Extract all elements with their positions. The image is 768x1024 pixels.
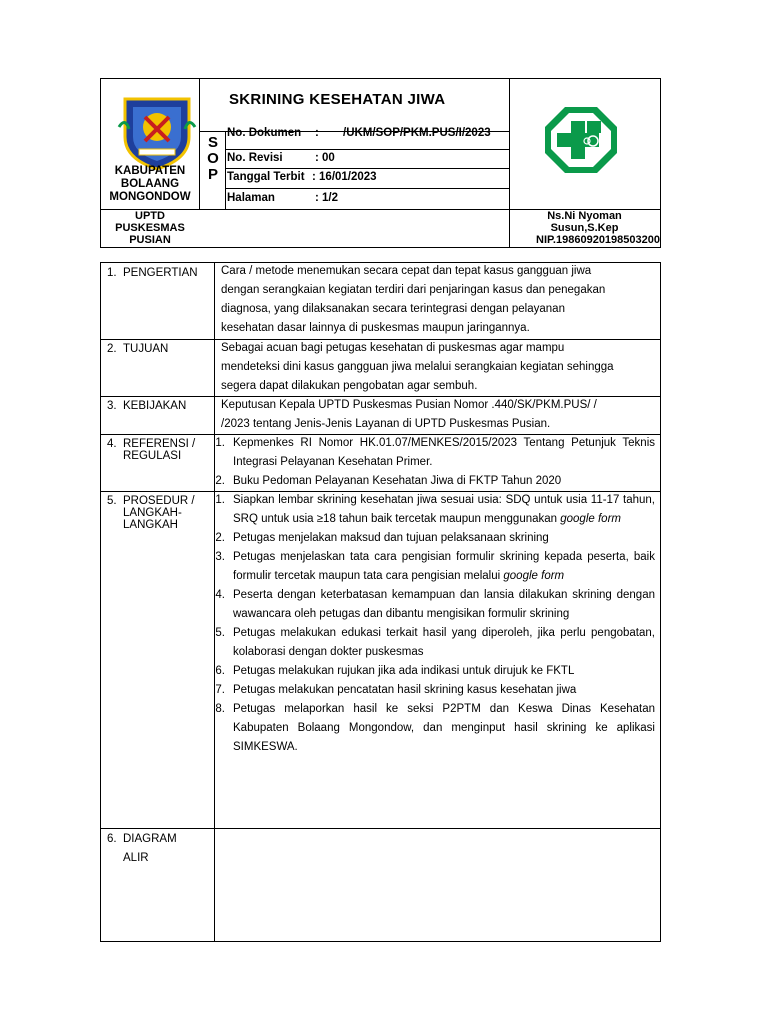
section-label-kebijakan — [107, 400, 213, 412]
header-divider — [225, 149, 509, 150]
list-text-italic: google form — [560, 513, 621, 525]
unit-line: PUSKESMAS — [115, 222, 185, 234]
sop-letter: P — [207, 166, 218, 183]
header-divider — [225, 168, 509, 169]
section-label-prosedur — [107, 495, 213, 531]
list-number: 1. — [215, 494, 225, 506]
text-line: Keputusan Kepala UPTD Puskesmas Pusian Nomor .440/SK/PKM.PUS/ / — [221, 399, 597, 411]
list-text-italic: google form — [503, 570, 565, 582]
kabupaten-line: BOLAANG — [120, 178, 180, 190]
kabupaten-line: KABUPATEN — [114, 165, 186, 177]
list-item — [207, 624, 655, 662]
meta-label: Halaman — [227, 192, 275, 204]
list-number: 7. — [215, 684, 225, 696]
section-number: 4. — [107, 438, 117, 450]
list-number: 2. — [215, 475, 225, 487]
text-line: Sebagai acuan bagi petugas kesehatan di puskesmas agar mampu — [221, 342, 565, 354]
section-title: REFERENSI / — [123, 438, 196, 450]
list-text: Siapkan lembar skrining kesehatan jiwa sesuai usia: SDQ untuk usia 11-17 tahun, SRQ untuk usia ≥18 tahun baik tercetak maupun menggunakan — [233, 494, 655, 525]
text-line: segera dapat dilakukan pengobatan agar sembuh. — [221, 380, 478, 392]
text-line: diagnosa, yang dilaksanakan secara terintegrasi dengan pelayanan — [221, 303, 565, 315]
text-line: kesehatan dasar lainnya di puskesmas maupun jaringannya. — [221, 322, 530, 334]
meta-value: : 1/2 — [315, 192, 339, 204]
kabupaten-name — [101, 165, 199, 204]
section-text-tujuan — [221, 339, 655, 396]
section-text-pengertian — [221, 262, 655, 338]
list-number: 6. — [215, 665, 225, 677]
list-item — [207, 681, 655, 700]
puskesmas-logo-icon — [543, 105, 619, 175]
list-text: Petugas melakukan pencatatan hasil skrining kasus kesehatan jiwa — [233, 684, 577, 696]
meta-label: No. Dokumen — [227, 127, 302, 139]
section-title: TUJUAN — [123, 343, 169, 355]
section-title: LANGKAH- — [123, 507, 182, 519]
list-item — [207, 491, 655, 529]
list-number: 4. — [215, 589, 225, 601]
list-item — [207, 586, 655, 624]
list-text: Petugas menjelaskan tata cara pengisian formulir skrining kepada peserta, baik formulir tercetak maupun tata cara pengisian melalui — [233, 551, 655, 582]
meta-value: /UKM/SOP/PKM.PUS/I/2023 — [343, 127, 491, 139]
list-number: 2. — [215, 532, 225, 544]
text-line: Cara / metode menemukan secara cepat dan tepat kasus gangguan jiwa — [221, 265, 592, 277]
meta-value: : 16/01/2023 — [312, 171, 377, 183]
list-text: Buku Pedoman Pelayanan Kesehatan Jiwa di FKTP Tahun 2020 — [233, 475, 562, 487]
list-item — [207, 700, 655, 757]
meta-label: No. Revisi — [227, 152, 283, 164]
header-divider — [225, 188, 509, 189]
sop-letter: S — [207, 134, 218, 151]
section-title: REGULASI — [123, 450, 182, 462]
list-number: 5. — [215, 627, 225, 639]
signatory-name: Susun,S.Kep — [550, 222, 619, 234]
list-text: Petugas melakukan rujukan jika ada indikasi untuk dirujuk ke FKTL — [233, 665, 575, 677]
header-divider — [199, 79, 200, 209]
section-number: 3. — [107, 400, 117, 412]
signatory-nip: NIP.19860920198503200 — [536, 234, 660, 246]
list-number: 8. — [215, 703, 225, 715]
sop-letter: O — [207, 150, 219, 167]
section-title: KEBIJAKAN — [123, 400, 187, 412]
kabupaten-line: MONGONDOW — [109, 191, 191, 203]
section-list-referensi — [207, 434, 655, 491]
meta-value: : 00 — [315, 152, 335, 164]
list-item — [207, 548, 655, 586]
list-text: Petugas melaporkan hasil ke seksi P2PTM dan Keswa Dinas Kesehatan Kabupaten Bolaang Mongondow, dan menginput hasil skrining ke aplikasi SIMKESWA. — [233, 703, 655, 753]
unit-name — [101, 210, 199, 246]
kabupaten-emblem-icon — [115, 97, 199, 171]
list-text: Petugas melakukan edukasi terkait hasil yang diperoleh, jika perlu pengobatan, kolaborasi dengan dokter puskesmas — [233, 627, 655, 658]
meta-label: Tanggal Terbit — [227, 171, 305, 183]
section-title: PROSEDUR / — [123, 495, 195, 507]
text-line: dengan serangkaian kegiatan terdiri dari penjaringan kasus dan penegakan — [221, 284, 606, 296]
text-line: /2023 tentang Jenis-Jenis Layanan di UPTD Puskesmas Pusian. — [221, 418, 551, 430]
unit-line: UPTD — [135, 210, 165, 222]
row-divider — [101, 828, 660, 829]
section-label-referensi — [107, 438, 213, 462]
section-label-pengertian — [107, 267, 213, 279]
list-text: Peserta dengan keterbatasan kemampuan dan lansia dilakukan skrining dengan wawancara oleh petugas dan dibantu mengisikan formulir skrining — [233, 589, 655, 620]
list-text: Petugas menjelakan maksud dan tujuan pelaksanaan skrining — [233, 532, 549, 544]
list-item — [207, 529, 655, 548]
list-item — [207, 434, 655, 472]
section-number: 6. — [107, 833, 117, 845]
list-number: 1. — [215, 437, 225, 449]
document-title: SKRINING KESEHATAN JIWA — [229, 91, 446, 108]
section-label-diagram — [107, 830, 213, 868]
list-text: Kepmenkes RI Nomor HK.01.07/MENKES/2015/2023 Tentang Petunjuk Teknis Integrasi Pelayanan Kesehatan Primer. — [233, 437, 655, 468]
signatory-block — [509, 210, 662, 246]
section-title: ALIR — [123, 852, 149, 864]
list-item — [207, 472, 655, 491]
section-title: LANGKAH — [123, 519, 178, 531]
section-title: DIAGRAM — [123, 833, 177, 845]
list-number: 3. — [215, 551, 225, 563]
sop-content-table — [100, 262, 661, 942]
sop-header-table — [100, 78, 661, 248]
header-divider — [225, 131, 226, 209]
unit-line: PUSIAN — [129, 234, 171, 246]
text-line: mendeteksi dini kasus gangguan jiwa melalui serangkaian kegiatan sehingga — [221, 361, 614, 373]
section-number: 2. — [107, 343, 117, 355]
signatory-name: Ns.Ni Nyoman — [547, 210, 622, 222]
section-text-kebijakan — [221, 396, 655, 434]
meta-separator: : — [315, 127, 319, 139]
section-number: 1. — [107, 267, 117, 279]
section-title: PENGERTIAN — [123, 267, 198, 279]
section-label-tujuan — [107, 343, 213, 355]
list-item — [207, 662, 655, 681]
sop-label — [201, 135, 225, 183]
section-number: 5. — [107, 495, 117, 507]
section-list-prosedur — [207, 491, 655, 757]
